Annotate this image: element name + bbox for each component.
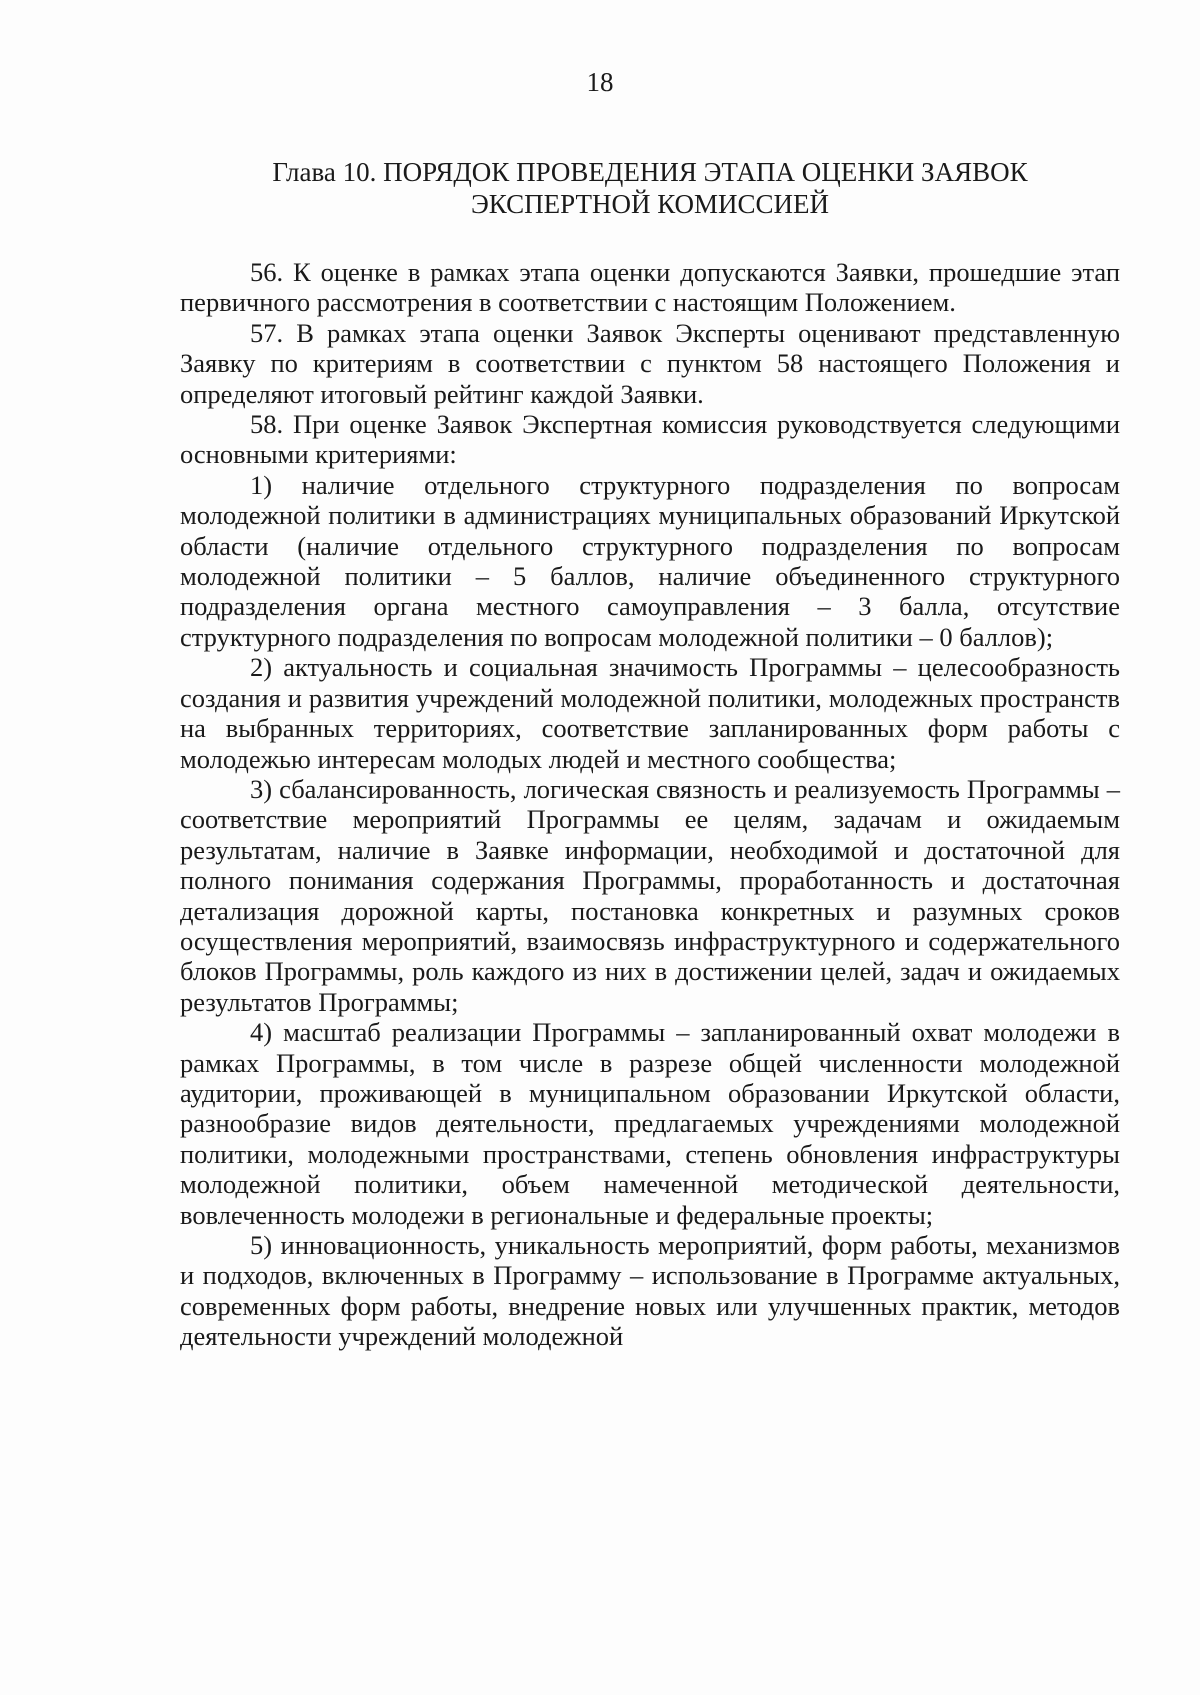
paragraph-56: 56. К оценке в рамках этапа оценки допускаются Заявки, прошедшие этап первичного рассмотрения в соответствии с настоящим Положением. [180, 257, 1120, 318]
criterion-5: 5) инновационность, уникальность мероприятий, форм работы, механизмов и подходов, включенных в Программу – использование в Программе актуальных, современных форм работы, внедрение новых или улучшенных практик, методов деятельности учреждений молодежной [180, 1230, 1120, 1352]
criterion-1: 1) наличие отдельного структурного подразделения по вопросам молодежной политики в администрациях муниципальных образований Иркутской области (наличие отдельного структурного подразделения по вопросам молодежной политики – 5 баллов, наличие объединенного структурного подразделения органа местного самоуправления – 3 балла, отсутствие структурного подразделения по вопросам молодежной политики – 0 баллов); [180, 469, 1120, 652]
page-number: 18 [586, 67, 614, 97]
chapter-title [180, 156, 1120, 220]
criterion-2: 2) актуальность и социальная значимость Программы – целесообразность создания и развития учреждений молодежной политики, молодежных пространств на выбранных территориях, соответствие запланированных форм работы с молодежью интересам молодых людей и местного сообщества; [180, 652, 1120, 774]
criterion-3: 3) сбалансированность, логическая связность и реализуемость Программы – соответствие мероприятий Программы ее целям, задачам и ожидаемым результатам, наличие в Заявке информации, необходимой и достаточной для полного понимания содержания Программы, проработанность и достаточная детализация дорожной карты, постановка конкретных и разумных сроков осуществления мероприятий, взаимосвязь инфраструктурного и содержательного блоков Программы, роль каждого из них в достижении целей, задач и ожидаемых результатов Программы; [180, 773, 1120, 1017]
document-body [180, 257, 1120, 1352]
chapter-title-line-2: ЭКСПЕРТНОЙ КОМИССИЕЙ [470, 189, 830, 219]
chapter-title-line-1: Глава 10. ПОРЯДОК ПРОВЕДЕНИЯ ЭТАПА ОЦЕНКИ ЗАЯВОК [272, 157, 1028, 187]
paragraph-57: 57. В рамках этапа оценки Заявок Эксперты оценивают представленную Заявку по критериям в соответствии с пунктом 58 настоящего Положения и определяют итоговый рейтинг каждой Заявки. [180, 317, 1120, 409]
paragraph-58: 58. При оценке Заявок Экспертная комиссия руководствуется следующими основными критериями: [180, 409, 1120, 470]
criterion-4: 4) масштаб реализации Программы – запланированный охват молодежи в рамках Программы, в том числе в разрезе общей численности молодежной аудитории, проживающей в муниципальном образовании Иркутской области, разнообразие видов деятельности, предлагаемых учреждениями молодежной политики, молодежными пространствами, степень обновления инфраструктуры молодежной политики, объем намеченной методической деятельности, вовлеченность молодежи в региональные и федеральные проекты; [180, 1017, 1120, 1230]
